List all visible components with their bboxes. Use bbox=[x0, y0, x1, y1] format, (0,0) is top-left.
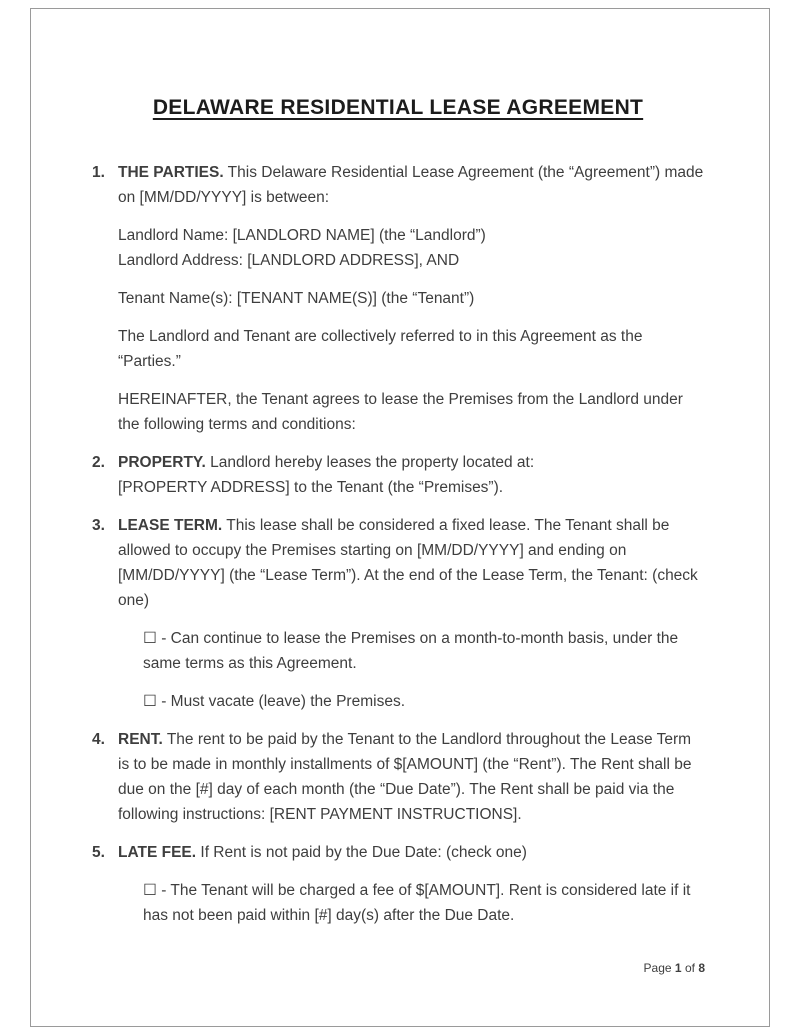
section-intro-paragraph bbox=[118, 727, 704, 827]
checkbox-option-late-fee bbox=[143, 878, 704, 928]
footer-page-number: 1 bbox=[674, 961, 682, 975]
section-number: 4. bbox=[92, 731, 105, 748]
section-number: 5. bbox=[92, 844, 105, 861]
section-text: The rent to be paid by the Tenant to the Landlord throughout the Lease Term is to be made in monthly installments of $[AMOUNT] (the “Rent”). The Rent shall be due on the [#] day of each month (the “Due Date”). The Rent shall be paid via the following instructions: [RENT PAYMENT INSTRUCTIONS]. bbox=[118, 731, 692, 823]
section-heading: PROPERTY. bbox=[118, 454, 206, 471]
footer-of-word: of bbox=[684, 961, 695, 975]
section-heading: LEASE TERM. bbox=[118, 517, 223, 534]
hereinafter-text: HEREINAFTER, the Tenant agrees to lease the Premises from the Landlord under the following terms and conditions: bbox=[118, 391, 683, 433]
checkbox-option-month-to-month bbox=[143, 626, 704, 676]
landlord-paragraph bbox=[118, 223, 704, 273]
section-text: If Rent is not paid by the Due Date: (check one) bbox=[200, 844, 527, 861]
document-page bbox=[92, 96, 704, 941]
section-heading: RENT. bbox=[118, 731, 163, 748]
document-title: DELAWARE RESIDENTIAL LEASE AGREEMENT bbox=[152, 96, 644, 119]
footer-total-pages: 8 bbox=[698, 961, 705, 975]
checkbox-icon: ☐ bbox=[143, 630, 157, 647]
parties-definition-text: The Landlord and Tenant are collectively referred to in this Agreement as the “Parties.” bbox=[118, 328, 643, 370]
section-property bbox=[92, 450, 704, 500]
checkbox-option-text: - Must vacate (leave) the Premises. bbox=[161, 693, 405, 710]
section-intro-paragraph bbox=[118, 450, 704, 500]
checkbox-option-text: - Can continue to lease the Premises on a month-to-month basis, under the same terms as this Agreement. bbox=[143, 630, 679, 672]
section-text: This lease shall be considered a fixed lease. The Tenant shall be allowed to occupy the Premises starting on [MM/DD/YYYY] and ending on [MM/DD/YYYY] (the “Lease Term”). At the end of the Lease Term, the Tenant: (check one) bbox=[118, 517, 698, 609]
property-address-line: [PROPERTY ADDRESS] to the Tenant (the “Premises”). bbox=[118, 479, 504, 496]
section-heading: LATE FEE. bbox=[118, 844, 197, 861]
checkbox-option-must-vacate bbox=[143, 689, 704, 714]
section-late-fee bbox=[92, 840, 704, 928]
section-number: 1. bbox=[92, 164, 105, 181]
page-footer bbox=[644, 961, 705, 975]
section-intro-paragraph bbox=[118, 513, 704, 613]
landlord-name-line: Landlord Name: [LANDLORD NAME] (the “Landlord”) bbox=[118, 227, 486, 244]
checkbox-icon: ☐ bbox=[143, 882, 157, 899]
section-lease-term bbox=[92, 513, 704, 714]
tenant-paragraph bbox=[118, 286, 704, 311]
section-text: Landlord hereby leases the property located at: bbox=[210, 454, 535, 471]
section-heading: THE PARTIES. bbox=[118, 164, 224, 181]
landlord-address-line: Landlord Address: [LANDLORD ADDRESS], AND bbox=[118, 252, 460, 269]
section-text: This Delaware Residential Lease Agreement (the “Agreement”) made on [MM/DD/YYYY] is between: bbox=[118, 164, 704, 206]
checkbox-icon: ☐ bbox=[143, 693, 157, 710]
section-number: 2. bbox=[92, 454, 105, 471]
section-the-parties bbox=[92, 160, 704, 437]
section-number: 3. bbox=[92, 517, 105, 534]
section-intro-paragraph bbox=[118, 840, 704, 865]
hereinafter-paragraph bbox=[118, 387, 704, 437]
footer-page-word: Page bbox=[643, 961, 672, 975]
checkbox-option-text: - The Tenant will be charged a fee of $[AMOUNT]. Rent is considered late if it has not been paid within [#] day(s) after the Due Date. bbox=[143, 882, 691, 924]
parties-definition-paragraph bbox=[118, 324, 704, 374]
tenant-name-line: Tenant Name(s): [TENANT NAME(S)] (the “Tenant”) bbox=[118, 290, 475, 307]
section-intro-paragraph bbox=[118, 160, 704, 210]
section-rent bbox=[92, 727, 704, 827]
